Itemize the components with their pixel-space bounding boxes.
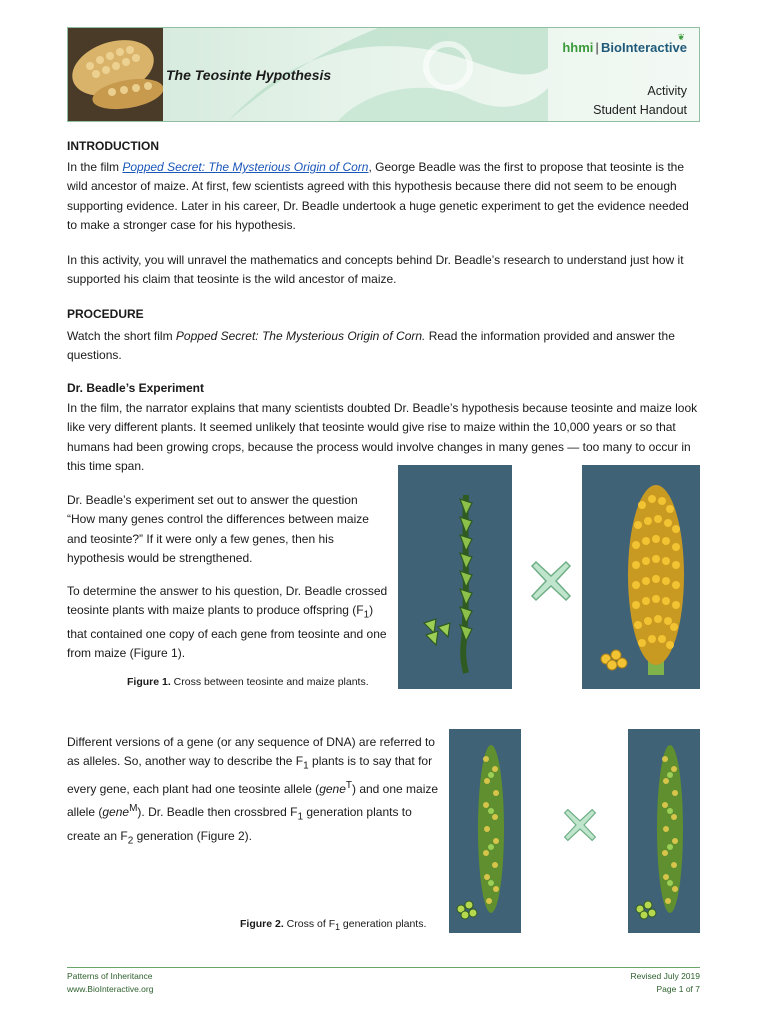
film-link[interactable]: Popped Secret: The Mysterious Origin of Corn [122,160,369,174]
experiment-paragraph-3 [67,582,389,664]
figure-2-text-pre: Cross of F [283,918,336,930]
maize-figure [582,465,700,689]
figure-2-label: Figure 2. [240,918,284,930]
figure-1-text: Cross between teosinte and maize plants. [170,676,369,688]
alleles-gene-2: gene [102,805,130,820]
f1-cob-illustration-right [628,729,700,933]
corn-photo [68,28,163,121]
exp-p3-sub: 1 [363,609,370,621]
alleles-c: ) and one maize allele ( [67,781,439,820]
intro-p1-pre: In the film [67,160,123,174]
alleles-b: plants is to say that for every gene, each plant had one teosinte allele ( [67,754,433,796]
figure-2-sub: 1 [335,922,340,933]
procedure-paragraph [67,327,699,366]
alleles-gene-2-sup: M [129,803,138,815]
alleles-d: ). Dr. Beadle then crossbred F [137,805,298,820]
footer-left [67,970,153,996]
procedure-film-title: Popped Secret: The Mysterious Origin of Corn. [175,329,426,343]
exp-p3-rest: ) that contained one copy of each gene from teosinte and one from maize (Figure 1). [67,603,387,661]
intro-paragraph-1 [67,158,699,235]
header-subtitle [593,82,687,120]
intro-heading: INTRODUCTION [67,139,159,153]
handout-label: Student Handout [593,103,687,117]
footer-revised: Revised July 2019 [630,971,700,981]
f1-cob-illustration-left [449,729,521,933]
experiment-paragraph-2: Dr. Beadle’s experiment set out to answer the question “How many genes control the differences between maize and teosinte?” If it were only a few genes, then his hypothesis would be strengthened. [67,493,369,565]
document-header [67,27,700,122]
footer-divider [67,967,700,968]
f1-plant-figure-right [628,729,700,933]
procedure-heading: PROCEDURE [67,307,144,321]
experiment-paragraph-1: In the film, the narrator explains that many scientists doubted Dr. Beadle’s hypothesis because teosinte and maize look like very different plants. It seemed unlikely that teosinte would give rise to maize within the 10,000 years or so that humans had been growing crops, because the process would involve changes in many genes — too many to occur in this time span. [67,401,698,473]
exp-p3-pre: To determine the answer to his question, Dr. Beadle crossed teosinte plants with maize plants to produce offspring (F [67,584,388,618]
biointeractive-logo [562,40,687,55]
alleles-paragraph [67,733,439,851]
figure-1-caption [127,676,369,688]
teosinte-figure [398,465,512,689]
teosinte-plant-illustration [398,465,512,689]
activity-label: Activity [647,84,687,98]
logo-biointeractive: BioInteractive [601,40,687,55]
alleles-a: Different versions of a gene (or any sequence of DNA) are referred to as alleles. So, another way to describe the F [67,735,435,769]
alleles-e-sub: 2 [127,835,134,847]
figure-1-label: Figure 1. [127,676,171,688]
logo-hhmi: hhmi [562,40,594,55]
alleles-gene-1-sup: T [345,779,352,791]
intro-paragraph-2: In this activity, you will unravel the mathematics and concepts behind Dr. Beadle’s research to understand just how it supported his claim that teosinte is the wild ancestor of maize. [67,253,684,287]
alleles-d-sub: 1 [297,811,304,823]
alleles-a-sub: 1 [303,760,309,772]
cross-icon-figure-2 [563,808,597,842]
f1-plant-figure-left [449,729,521,933]
alleles-gene-1: gene [319,781,346,796]
alleles-e: generation plants to create an F [67,805,412,843]
figure-2-caption [240,918,426,932]
intro-p1-rest: , George Beadle was the first to propose that teosinte is the wild ancestor of maize. At first, few scientists agreed with this hypothesis because there did not seem to be enough supporting evidence. Later in his career, Dr. Beadle undertook a huge genetic experiment to get the evidence needed to make a stronger case for his hypothesis. [67,160,689,232]
page-title: The Teosinte Hypothesis [166,67,332,83]
logo-leaf-icon: ❦ [677,32,685,42]
alleles-f: generation (Figure 2). [133,828,252,843]
figure-2-text-post: generation plants. [339,918,427,930]
footer-website[interactable]: www.BioInteractive.org [67,984,154,994]
maize-cob-illustration [582,465,700,689]
footer-right [631,970,700,996]
footer-page-number: Page 1 of 7 [656,984,700,994]
footer-course: Patterns of Inheritance [67,971,153,981]
experiment-heading: Dr. Beadle’s Experiment [67,381,204,395]
procedure-pre: Watch the short film [67,329,176,343]
logo-separator: | [595,40,600,55]
cross-icon-figure-1 [530,560,572,602]
procedure-rest: Read the information provided and answer the questions. [67,329,675,363]
